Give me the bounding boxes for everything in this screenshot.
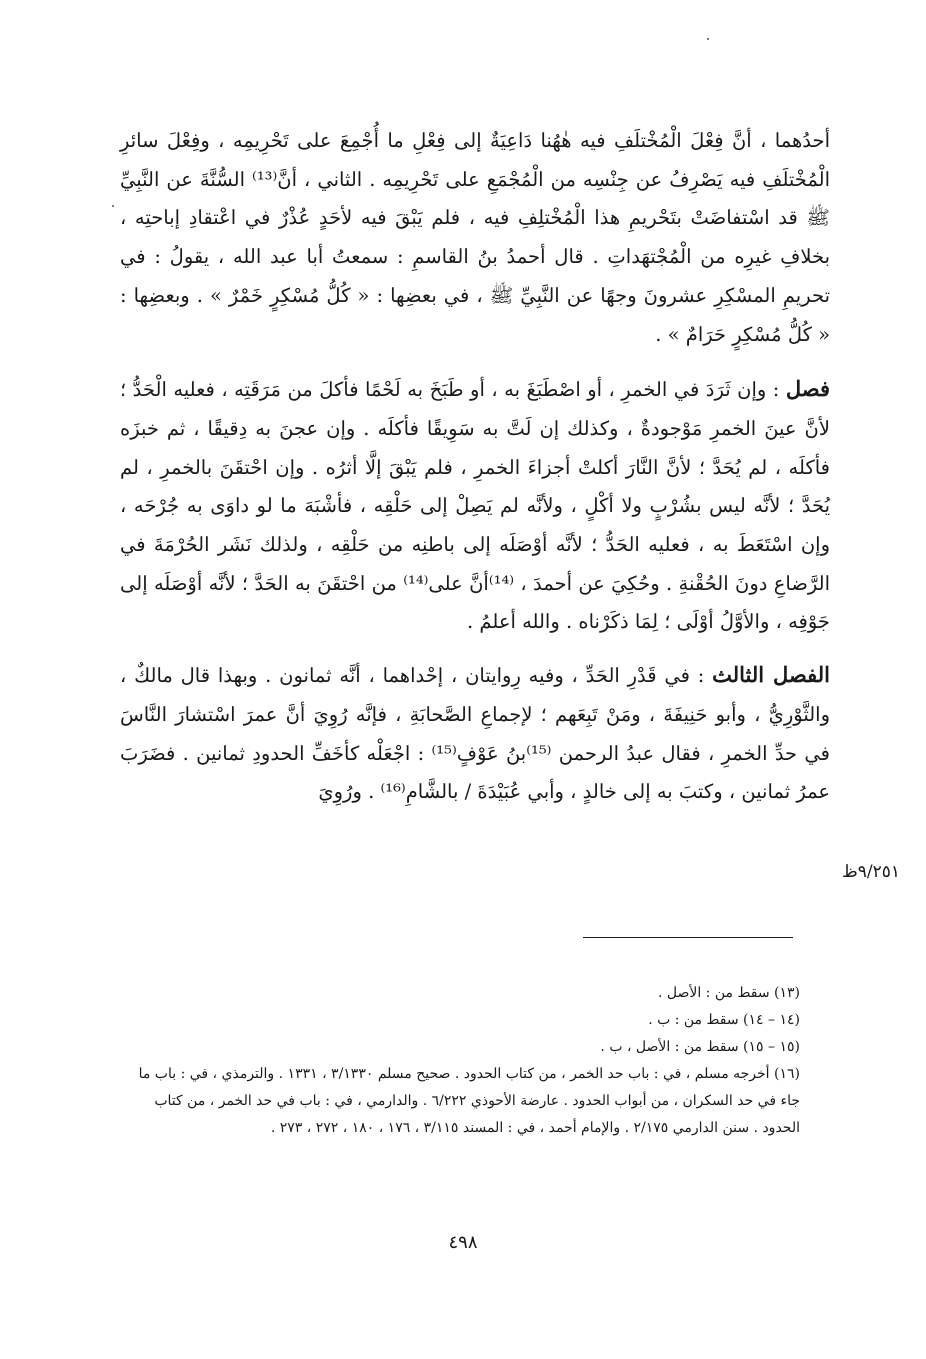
footnotes <box>120 980 800 1142</box>
scan-speck <box>112 205 114 207</box>
footnote-separator <box>583 937 793 938</box>
paragraph-3 <box>120 656 830 812</box>
section-heading-third: الفصل الثالث <box>712 662 830 688</box>
footnote-13: (١٣) سقط من : الأصل . <box>657 985 800 1001</box>
section-heading-fasl: فصل <box>785 376 830 402</box>
main-text <box>120 122 830 826</box>
footnote-14: (١٤ – ١٤) سقط من : ب . <box>648 1012 800 1028</box>
paragraph-2-text: : وإن ثَرَدَ في الخمرِ ، أو اصْطَبَغَ به ، أو طَبَخَ به لَحْمًا فأكلَ من مَرَقَتِه ، فعليه الْحَدُّ ؛ لأنَّ عينَ الخمرِ مَوْجودةٌ ، وكذلك إن لَتَّ به سَوِيقًا فأكلَه . وإن عجنَ به دِقيقًا ، ثم خبزَه فأكلَه ، لم يُحَدَّ ؛ لأنَّ النَّارَ أكلتْ أجزاءَ الخمرِ ، فلم يَبْقَ إلَّا أثرُه . وإن احْتقَنَ بالخمرِ ، لم يُحَدَّ ؛ لأنَّه ليس بشُرْبٍ ولا أكْلٍ ، ولأنَّه لم يَصِلْ إلى حَلْقِه ، فأشْبَهَ ما لو داوَى به جُرْحَه ، وإن اسْتَعَطَ به ، فعليه الحَدُّ ؛ لأنَّه أوْصَلَه إلى باطنِه من حَلْقِه ، ولذلك نَشَر الحُرْمَةَ في الرَّضاعِ دونَ الحُقْنةِ . وحُكِيَ عن أحمدَ ، ⁽¹⁴⁾أنَّ على⁽¹⁴⁾ من احْتقَنَ به الحَدَّ ؛ لأنَّه أوْصَلَه إلى جَوْفِه ، والأوَّلُ أوْلَى ؛ لِمَا ذكَرْناه . والله أعلمُ . <box>120 378 831 634</box>
paragraph-1-text: أحدُهما ، أنَّ فِعْلَ الْمُخْتلَفِ فيه هٰهُنا دَاعِيَةٌ إلى فِعْلِ ما أُجْمِعَ على تَحْرِيمِه ، وفِعْلَ سائرِ الْمُخْتلَفِ فيه يَصْرِفُ عن جِنْسِه من الْمُجْمَعِ على تَحْرِيمِه . الثاني ، أنَّ⁽¹³⁾ السُّنَّةَ عن النَّبِيِّ ﷺ قد اسْتفاضَتْ بتَحْريمِ هذا الْمُخْتلِفِ فيه ، فلم يَبْقَ فيه لأحَدٍ عُذْرٌ في اعْتقادِ إباحتِه ، بخلافِ غيرِه من الْمُجْتهَداتِ . قال أحمدُ بنُ القاسمِ : سمعتُ أبا عبد الله ، يقولُ : في تحريمِ المسْكِرِ عشرونَ وجهًا عن النَّبِيِّ ﷺ ، في بعضِها : « كُلُّ مُسْكِرٍ خَمْرٌ » . وبعضِها : « كُلُّ مُسْكِرٍ حَرَامٌ » . <box>120 129 831 346</box>
manuscript-margin-note: ٩/٢٥١ظ <box>842 862 900 882</box>
footnote-15: (١٥ – ١٥) سقط من : الأصل ، ب . <box>600 1039 800 1055</box>
paragraph-1 <box>120 122 830 354</box>
paragraph-3-text: : في قَدْرِ الحَدِّ ، وفيه رِوايتان ، إحْداهما ، أنَّه ثمانون . وبهذا قال مالكٌ ، والثَّوْرِيُّ ، وأبو حَنِيفَةَ ، ومَنْ تَبِعَهم ؛ لإجماعِ الصَّحابَةِ ، فإنَّه رُوِيَ أنَّ عمرَ اسْتشارَ النَّاسَ في حدِّ الخمرِ ، فقال عبدُ الرحمن ⁽¹⁵⁾بنُ عَوْفٍ⁽¹⁵⁾ : اجْعَلْه كأخَفِّ الحدودِ ثمانين . فضَرَبَ عمرُ ثمانين ، وكتبَ به إلى خالدٍ ، وأبي عُبَيْدَةَ / بالشَّامِ⁽¹⁶⁾ . ورُوِيَ <box>120 664 830 804</box>
paragraph-2 <box>120 370 830 642</box>
footnote-16: (١٦) أخرجه مسلم ، في : باب حد الخمر ، من كتاب الحدود . صحيح مسلم ٣/١٣٣٠ ، ١٣٣١ . والترمذي ، في : باب ما جاء في حد السكران ، من أبواب الحدود . عارضة الأحوذي ٦/٢٢٢ . والدارمي ، في : باب في حد الخمر ، من كتاب الحدود . سنن الدارمي ٢/١٧٥ . والإمام أحمد ، في : المسند ٣/١١٥ ، ١٧٦ ، ١٨٠ ، ٢٧٢ ، ٢٧٣ . <box>138 1066 800 1136</box>
scan-speck <box>707 38 709 40</box>
page-number: ٤٩٨ <box>448 1232 478 1253</box>
